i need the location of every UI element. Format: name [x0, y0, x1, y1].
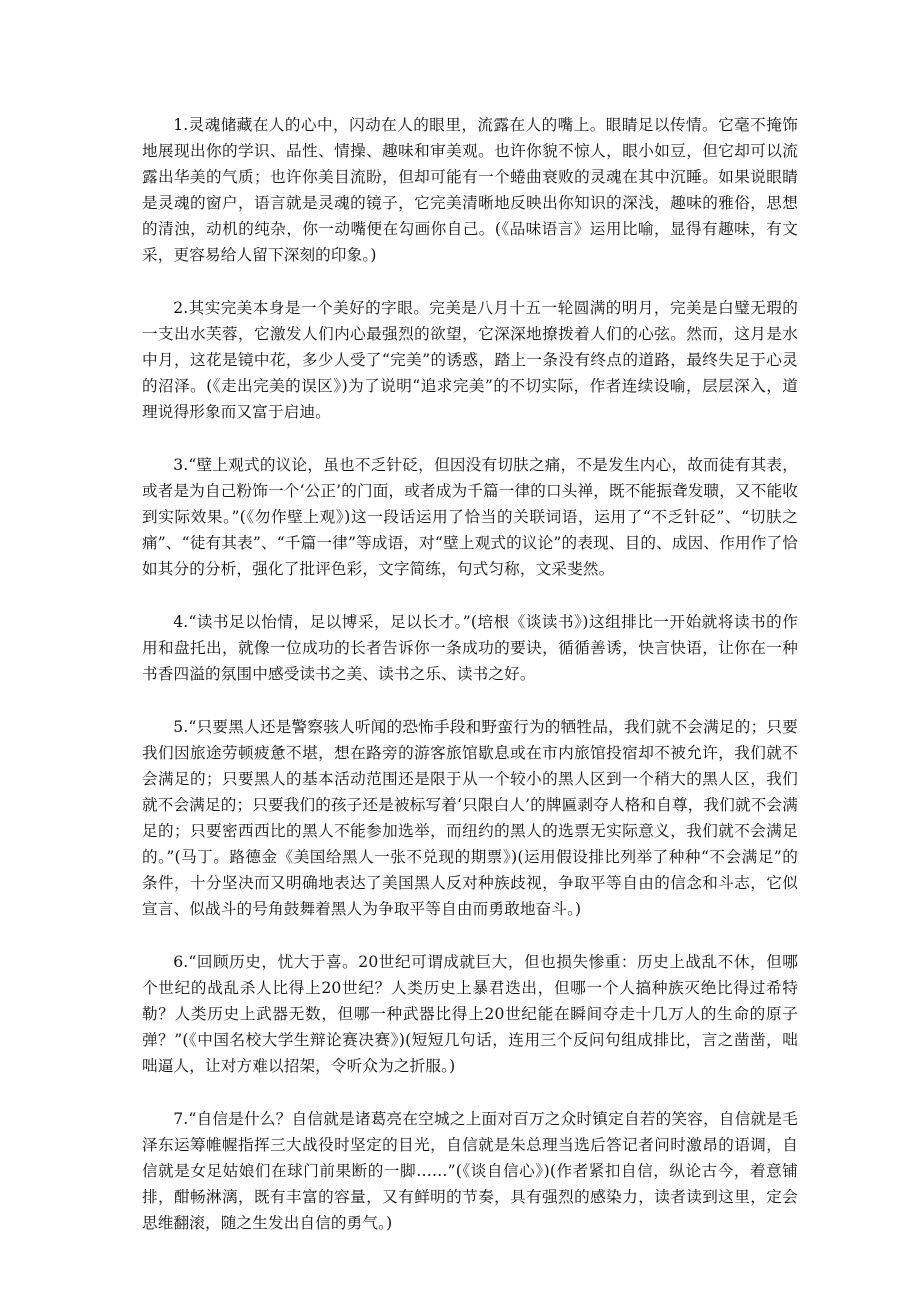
paragraph-7: 7.“自信是什么？自信就是诸葛亮在空城之上面对百万之众时镇定自若的笑容，自信就是毛泽东运筹帷幄指挥三大战役时坚定的目光，自信就是朱总理当选后答记者问时激昂的语调，自信就是女足姑娘们在球门前果断的一脚……”(《谈自信心》)(作者紧扣自信，纵论古今，着意铺排，酣畅淋漓，既有丰富的容量，又有鲜明的节奏，具有强烈的感染力，读者读到这里，定会思维翻滚，随之生发出自信的勇气。) [142, 1110, 798, 1232]
paragraph-2: 2.其实完美本身是一个美好的字眼。完美是八月十五一轮圆满的明月，完美是白璧无瑕的一支出水芙蓉，它激发人们内心最强烈的欲望，它深深地撩拨着人们的心弦。然而，这月是水中月，这花是镜中花，多少人受了“完美”的诱惑，踏上一条没有终点的道路，最终失足于心灵的沼泽。(《走出完美的误区》)为了说明“追求完美”的不切实际，作者连续设喻，层层深入，道理说得形象而又富于启迪。 [142, 299, 798, 421]
paragraph-3: 3.“壁上观式的议论，虽也不乏针砭，但因没有切肤之痛，不是发生内心，故而徒有其表，或者是为自己粉饰一个‘公正’的门面，或者成为千篇一律的口头禅，既不能振聋发聩，又不能收到实际效果。”(《勿作壁上观》)这一段话运用了恰当的关联词语，运用了“不乏针砭”、“切肤之痛”、“徒有其表”、“千篇一律”等成语，对“壁上观式的议论”的表现、目的、成因、作用作了恰如其分的分析，强化了批评色彩，文字简练，句式匀称，文采斐然。 [142, 456, 798, 578]
document-body [142, 112, 798, 1263]
paragraph-6: 6.“回顾历史，忧大于喜。20世纪可谓成就巨大，但也损失惨重：历史上战乱不休，但哪个世纪的战乱杀人比得上20世纪？人类历史上暴君迭出，但哪一个人搞种族灭绝比得过希特勒？人类历史上武器无数，但哪一种武器比得上20世纪能在瞬间夺走十几万人的生命的原子弹？”(《中国名校大学生辩论赛决赛》)(短短几句话，连用三个反问句组成排比，言之凿凿，咄咄逼人，让对方难以招架，令听众为之折服。) [142, 953, 798, 1075]
paragraph-4: 4.“读书足以怡情，足以博采，足以长才。”(培根《谈读书》)这组排比一开始就将读书的作用和盘托出，就像一位成功的长者告诉你一条成功的要诀，循循善诱，快言快语，让你在一种书香四溢的氛围中感受读书之美、读书之乐、读书之好。 [142, 613, 798, 683]
paragraph-1: 1.灵魂储藏在人的心中，闪动在人的眼里，流露在人的嘴上。眼睛足以传情。它毫不掩饰地展现出你的学识、品性、情操、趣味和审美观。也许你貌不惊人，眼小如豆，但它却可以流露出华美的气质；也许你美目流盼，但却可能有一个蜷曲衰败的灵魂在其中沉睡。如果说眼睛是灵魂的窗户，语言就是灵魂的镜子，它完美清晰地反映出你知识的深浅，趣味的雅俗，思想的清浊，动机的纯杂，你一动嘴便在勾画你自己。(《品味语言》运用比喻，显得有趣味，有文采，更容易给人留下深刻的印象。) [142, 116, 798, 264]
paragraph-5: 5.“只要黑人还是警察骇人听闻的恐怖手段和野蛮行为的牺牲品，我们就不会满足的；只要我们因旅途劳顿疲惫不堪，想在路旁的游客旅馆歇息或在市内旅馆投宿却不被允许，我们就不会满足的；只要黑人的基本活动范围还是限于从一个较小的黑人区到一个稍大的黑人区，我们就不会满足的；只要我们的孩子还是被标写着‘只限白人’的牌匾剥夺人格和自尊，我们就不会满足的；只要密西西比的黑人不能参加选举，而纽约的黑人的选票无实际意义，我们就不会满足的。”(马丁。路德金《美国给黑人一张不兑现的期票》)(运用假设排比列举了种种“不会满足”的条件，十分坚决而又明确地表达了美国黑人反对种族歧视，争取平等自由的信念和斗志，它似宣言、似战斗的号角鼓舞着黑人为争取平等自由而勇敢地奋斗。) [142, 718, 798, 918]
